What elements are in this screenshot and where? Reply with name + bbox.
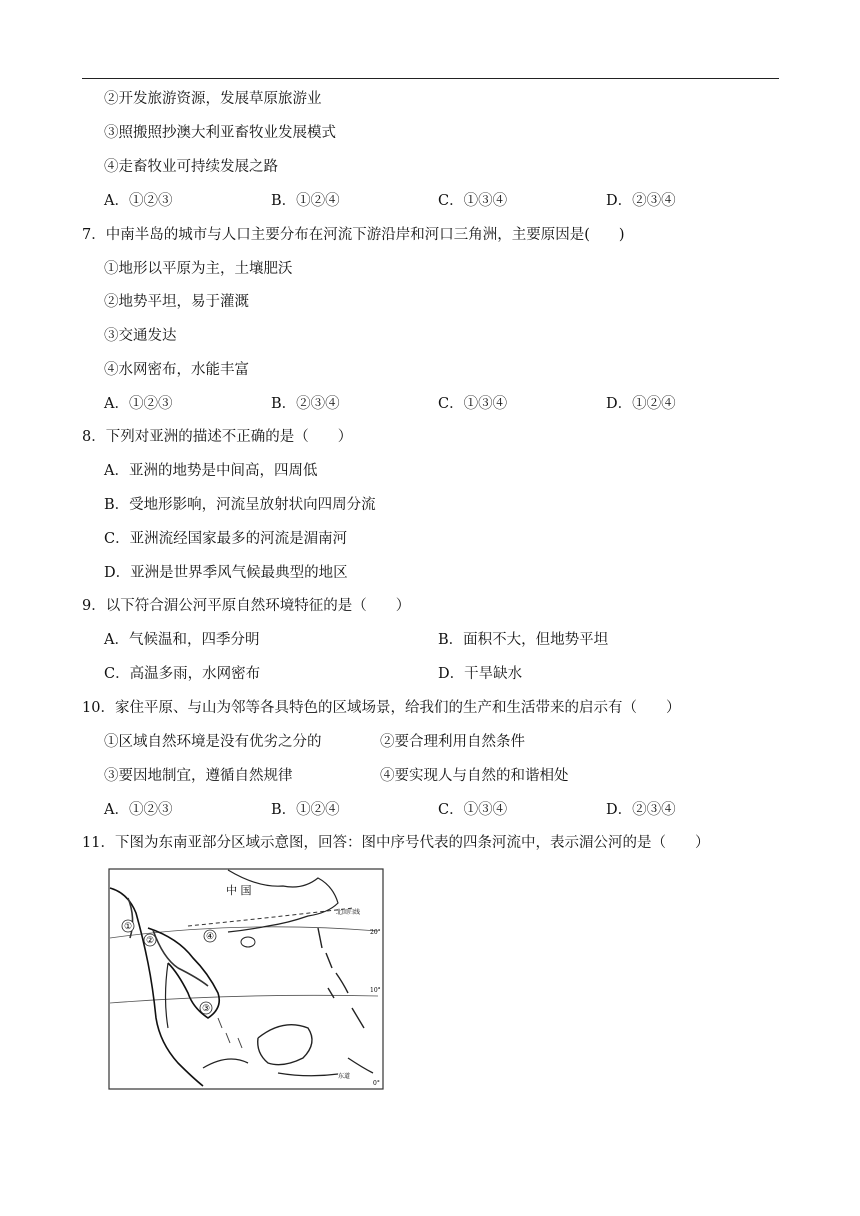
q7-option-c[interactable]: C．①③④ xyxy=(438,396,508,412)
river-label-1-icon xyxy=(122,920,134,932)
q10-option-a[interactable]: A．①②③ xyxy=(104,802,173,818)
q7-option-b[interactable]: B．②③④ xyxy=(271,396,340,412)
q10-option-d[interactable]: D．②③④ xyxy=(606,802,676,818)
q7-item-4: ④水网密布，水能丰富 xyxy=(104,362,249,378)
q6-item-3: ③照搬照抄澳大利亚畜牧业发展模式 xyxy=(104,125,336,141)
q6-item-4: ④走畜牧业可持续发展之路 xyxy=(104,159,278,175)
q9-option-c[interactable]: C．高温多雨，水网密布 xyxy=(104,666,261,682)
q8-option-d[interactable]: D．亚洲是世界季风气候最典型的地区 xyxy=(104,565,348,581)
map-label-20: 20° xyxy=(370,929,381,936)
river-label-2-icon xyxy=(144,934,156,946)
q6-option-a[interactable]: A．①②③ xyxy=(104,193,173,209)
q10-option-b[interactable]: B．①②④ xyxy=(271,802,340,818)
q6-item-2: ②开发旅游资源，发展草原旅游业 xyxy=(104,91,322,107)
map-label-tropic: 北回归线 xyxy=(336,909,361,916)
southeast-asia-map xyxy=(108,868,384,1090)
q11-stem: 11．下图为东南亚部分区域示意图，回答：图中序号代表的四条河流中，表示湄公河的是（ ） xyxy=(82,835,710,851)
river-label-4-icon xyxy=(204,930,216,942)
q6-option-d[interactable]: D．②③④ xyxy=(606,193,676,209)
q10-option-c[interactable]: C．①③④ xyxy=(438,802,508,818)
river-label-2: ② xyxy=(145,936,155,946)
q10-item-4: ④要实现人与自然的和谐相处 xyxy=(380,768,569,784)
q9-option-a[interactable]: A．气候温和，四季分明 xyxy=(104,632,260,648)
q9-option-d[interactable]: D．干旱缺水 xyxy=(438,666,523,682)
map-label-sea: 东道 xyxy=(338,1073,351,1080)
q7-stem: 7．中南半岛的城市与人口主要分布在河流下游沿岸和河口三角洲，主要原因是( ) xyxy=(82,227,625,243)
river-label-4: ④ xyxy=(205,932,215,942)
q7-item-1: ①地形以平原为主，土壤肥沃 xyxy=(104,261,293,277)
q9-stem: 9．以下符合湄公河平原自然环境特征的是（ ） xyxy=(82,598,411,614)
q10-item-2: ②要合理利用自然条件 xyxy=(380,734,525,750)
river-label-3: ③ xyxy=(201,1004,211,1014)
q7-option-d[interactable]: D．①②④ xyxy=(606,396,676,412)
q6-option-c[interactable]: C．①③④ xyxy=(438,193,508,209)
map-label-china: 中 国 xyxy=(226,884,252,897)
map-label-10: 10° xyxy=(370,987,381,994)
q7-item-3: ③交通发达 xyxy=(104,328,177,344)
river-label-1: ① xyxy=(123,922,133,932)
q10-item-1: ①区域自然环境是没有优劣之分的 xyxy=(104,734,322,750)
q8-option-c[interactable]: C．亚洲流经国家最多的河流是湄南河 xyxy=(104,531,348,547)
q10-item-3: ③要因地制宜，遵循自然规律 xyxy=(104,768,293,784)
q7-item-2: ②地势平坦，易于灌溉 xyxy=(104,294,249,310)
map-label-0: 0° xyxy=(373,1080,380,1087)
q7-option-a[interactable]: A．①②③ xyxy=(104,396,173,412)
q8-stem: 8．下列对亚洲的描述不正确的是（ ） xyxy=(82,429,353,445)
q8-option-b[interactable]: B．受地形影响，河流呈放射状向四周分流 xyxy=(104,497,376,513)
river-label-3-icon xyxy=(200,1002,212,1014)
q9-option-b[interactable]: B．面积不大，但地势平坦 xyxy=(438,632,609,648)
q8-option-a[interactable]: A．亚洲的地势是中间高，四周低 xyxy=(104,463,318,479)
q6-option-b[interactable]: B．①②④ xyxy=(271,193,340,209)
header-rule xyxy=(82,78,779,79)
q10-stem: 10．家住平原、与山为邻等各具特色的区域场景，给我们的生产和生活带来的启示有（ ） xyxy=(82,700,681,716)
